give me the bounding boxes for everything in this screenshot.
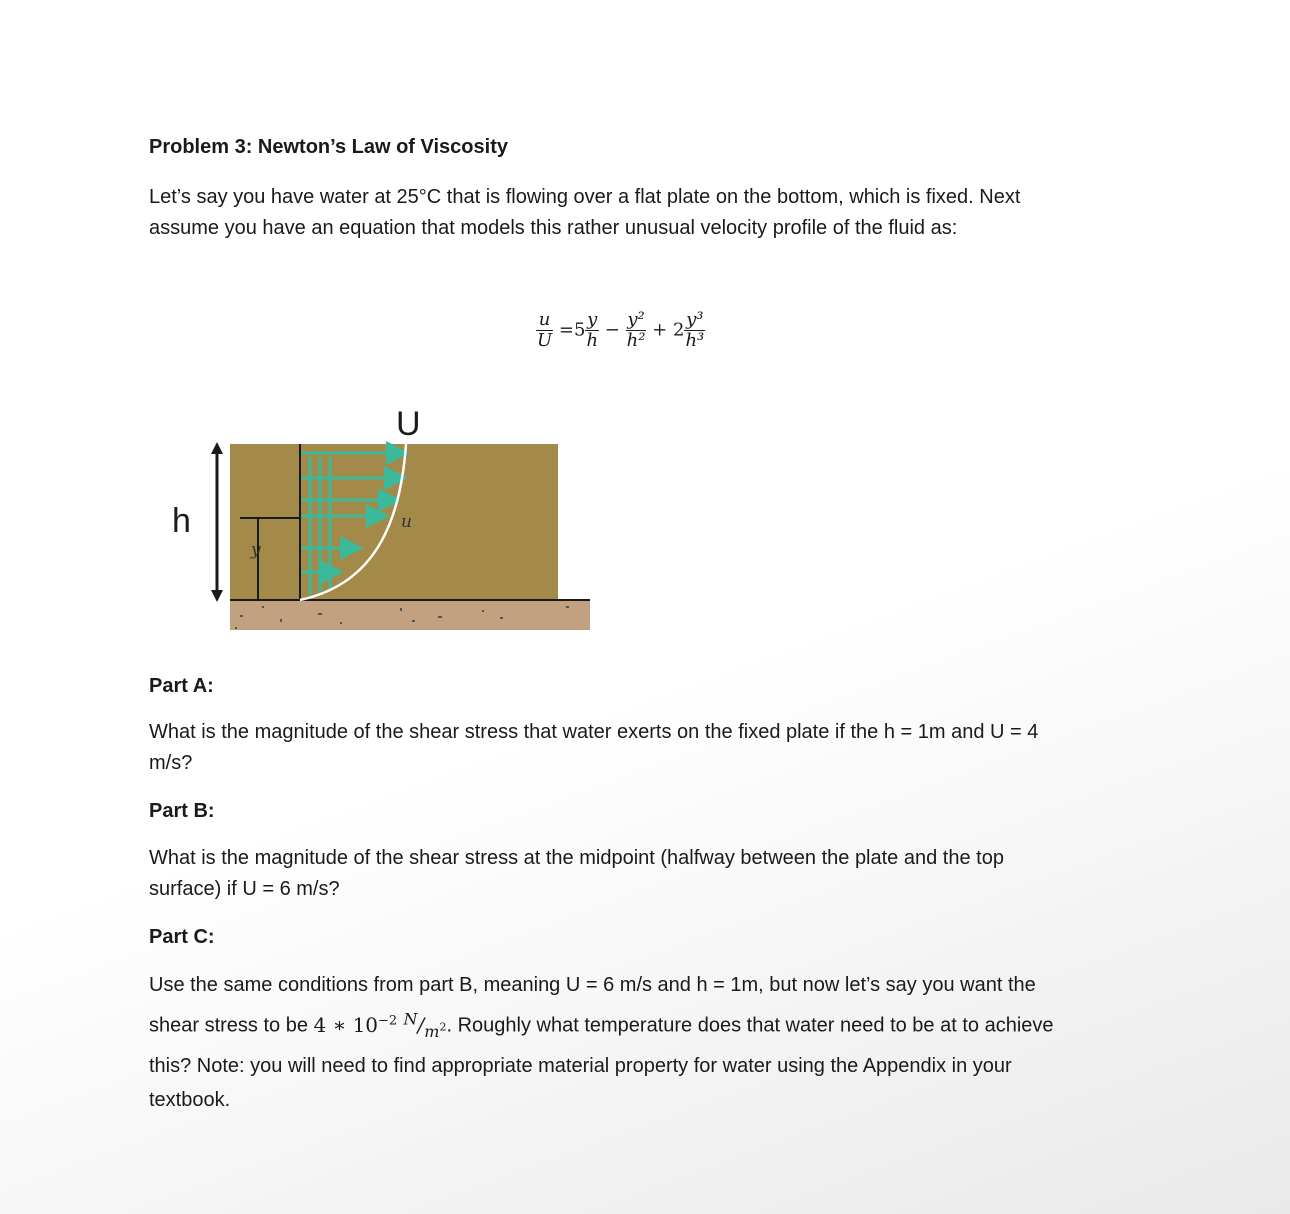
eq-h: h <box>586 330 599 351</box>
problem-title: Problem 3: Newton’s Law of Viscosity <box>149 136 508 158</box>
h-dimension-arrow <box>211 442 223 602</box>
part-a-heading: Part A: <box>149 675 214 697</box>
part-a-line-1: What is the magnitude of the shear stress that water exerts on the fixed plate if the h = 1m and U = 4 <box>149 721 1039 743</box>
intro-line-2: assume you have an equation that models this rather unusual velocity profile of the fluid as: <box>149 217 958 239</box>
part-c-line-2-text-a: shear stress to be <box>149 1014 314 1037</box>
eq-y2: y² <box>627 309 645 330</box>
frac-y-over-h <box>585 310 599 351</box>
eq-y3: y³ <box>686 309 704 330</box>
intro-line-1: Let’s say you have water at 25°C that is flowing over a flat plate on the bottom, which is fixed. Next <box>149 186 1021 208</box>
part-c-line-2 <box>149 1002 1149 1049</box>
ground-region <box>230 600 590 630</box>
part-c-line-3: this? Note: you will need to find appropriate material property for water using the Appendix in your <box>149 1054 1012 1077</box>
frac-y2-over-h2 <box>626 310 647 351</box>
label-y: y <box>251 540 261 560</box>
eq-u: u <box>538 309 551 330</box>
velocity-profile-figure <box>200 420 600 635</box>
eq-U: U <box>537 330 553 351</box>
part-c-line-4: textbook. <box>149 1088 231 1111</box>
eq-minus: − <box>604 319 620 341</box>
part-b-question <box>149 843 1149 905</box>
eq-h2: h² <box>626 330 646 351</box>
shear-value: 4 ∗ $10^{-2}$ $^N/_{m^2}$ <box>313 1009 447 1041</box>
part-a-line-2: m/s? <box>149 752 193 774</box>
label-u: u <box>401 512 412 532</box>
part-a-question <box>149 717 1149 779</box>
part-c-heading: Part C: <box>149 926 215 948</box>
intro-paragraph <box>149 182 1149 244</box>
eq-coef-5: 5 <box>574 319 586 341</box>
part-b-heading: Part B: <box>149 800 215 822</box>
eq-y: y <box>587 309 598 330</box>
eq-plus: + <box>652 319 668 341</box>
unit-newton: N <box>403 1009 418 1028</box>
frac-y3-over-h3 <box>684 310 705 351</box>
part-c-line-2-text-b: . Roughly what temperature does that water need to be at to achieve <box>446 1014 1054 1037</box>
shear-value-base: 4 ∗ 10 <box>313 1012 379 1037</box>
eq-coef-2: 2 <box>672 319 685 341</box>
frac-u-over-U <box>536 310 553 351</box>
part-c-line-1: Use the same conditions from part B, meaning U = 6 m/s and h = 1m, but now let’s say you want the <box>149 974 1036 996</box>
part-b-line-1: What is the magnitude of the shear stress at the midpoint (halfway between the plate and the top <box>149 847 1004 869</box>
unit-meter-exponent: 2 <box>439 1020 447 1034</box>
eq-h3: h³ <box>685 330 705 351</box>
eq-equals: = <box>558 319 574 341</box>
unit-meter: m <box>424 1021 440 1041</box>
label-U: U <box>396 405 421 443</box>
label-h: h <box>172 502 191 540</box>
part-b-line-2: surface) if U = 6 m/s? <box>149 878 340 900</box>
velocity-equation <box>536 310 705 351</box>
part-c-question <box>149 968 1149 1117</box>
shear-value-exponent: −2 <box>378 1013 398 1028</box>
fluid-region <box>230 444 558 600</box>
